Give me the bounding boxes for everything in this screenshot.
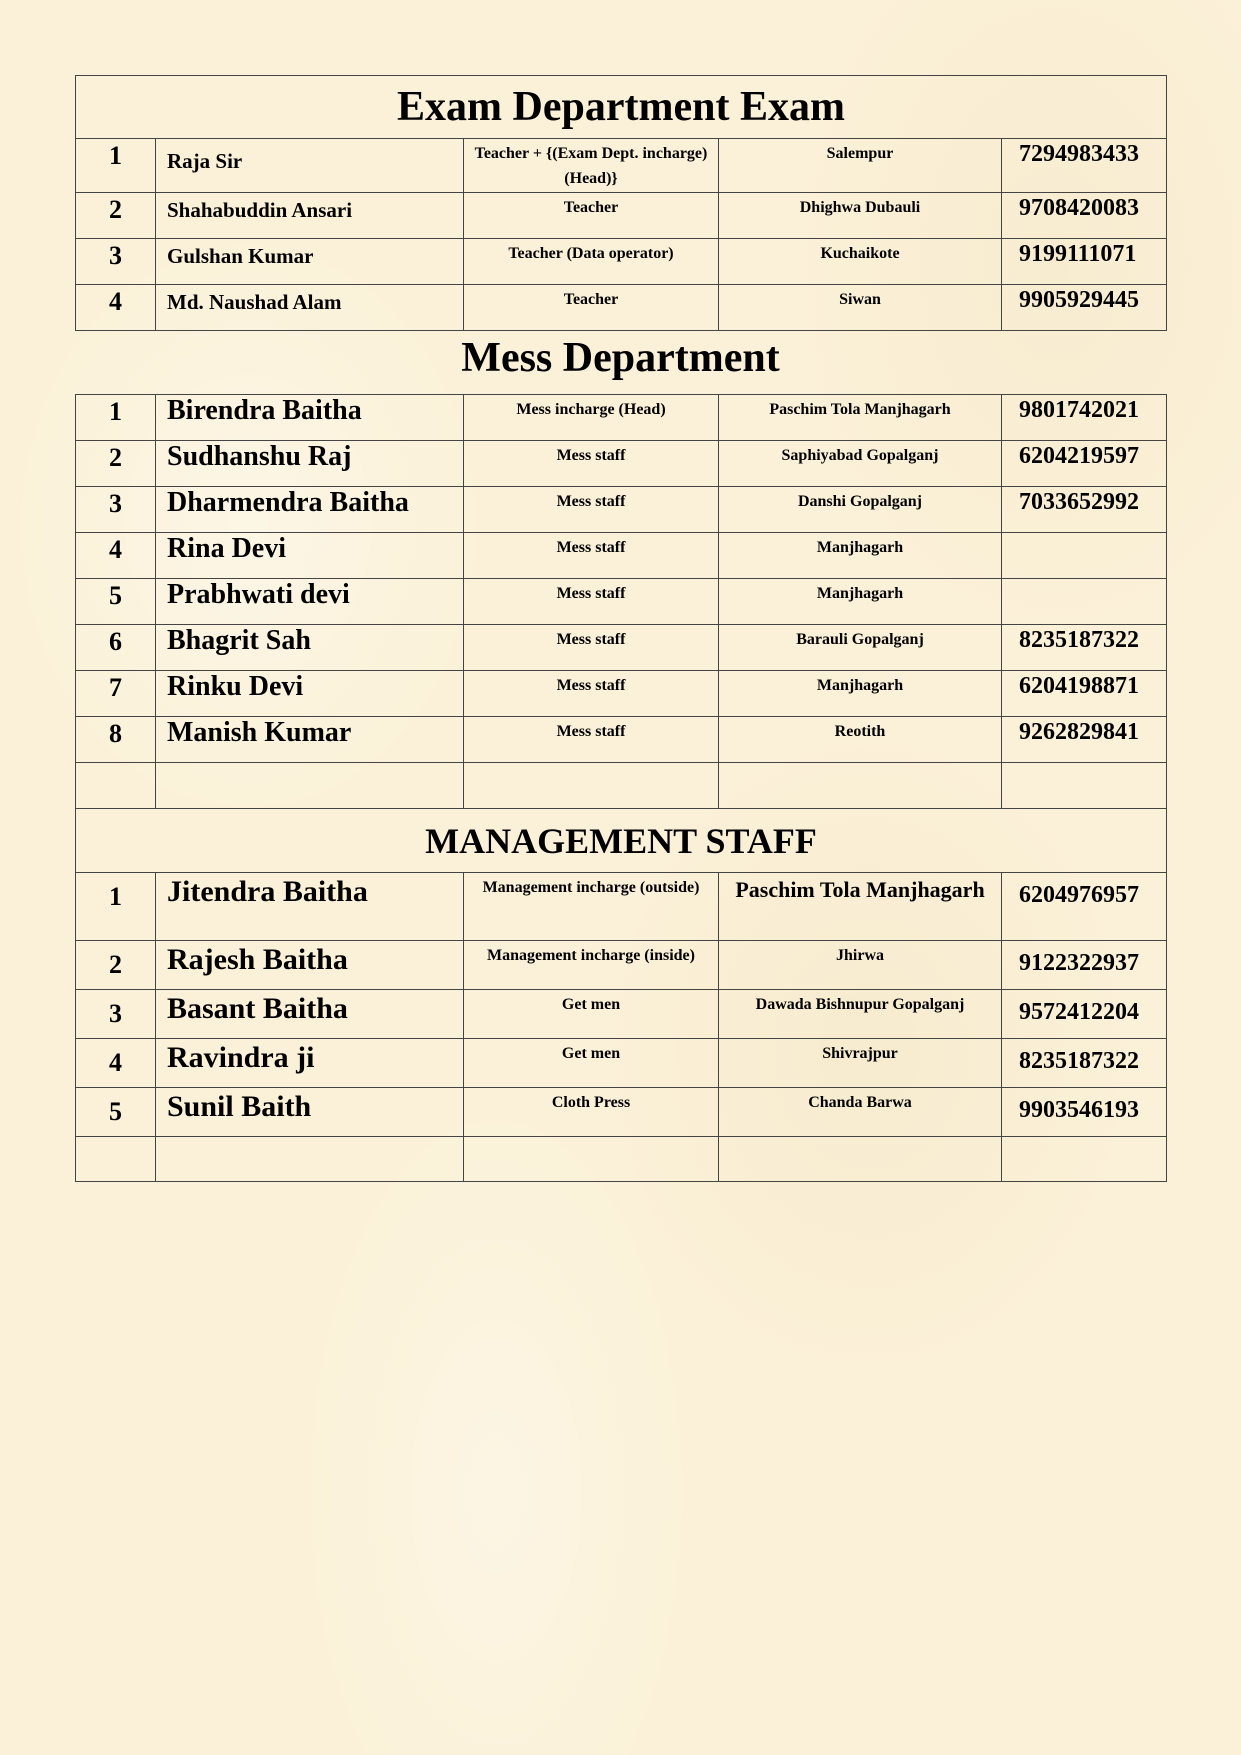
staff-name: Rinku Devi: [156, 671, 464, 717]
table-row: [76, 139, 1167, 193]
staff-name: Raja Sir: [156, 139, 464, 193]
staff-role: Cloth Press: [464, 1088, 719, 1137]
table-row: [76, 239, 1167, 285]
staff-place: Jhirwa: [719, 941, 1002, 990]
staff-role: Mess staff: [464, 625, 719, 671]
row-number: 6: [76, 625, 156, 671]
staff-place: Siwan: [719, 285, 1002, 331]
management-staff-title: MANAGEMENT STAFF: [76, 809, 1167, 873]
table-row: [76, 990, 1167, 1039]
row-number: 3: [76, 239, 156, 285]
empty-row: [76, 1137, 1167, 1182]
table-row: [76, 441, 1167, 487]
table-row: [76, 717, 1167, 763]
staff-role: Get men: [464, 1039, 719, 1088]
row-number: 2: [76, 941, 156, 990]
row-number: 4: [76, 285, 156, 331]
staff-phone: 9262829841: [1002, 717, 1167, 763]
table-row: [76, 873, 1167, 941]
staff-role: Teacher: [464, 285, 719, 331]
staff-place: Reotith: [719, 717, 1002, 763]
mess-department-title: Mess Department: [461, 335, 780, 381]
table-row: [76, 671, 1167, 717]
staff-place: Barauli Gopalganj: [719, 625, 1002, 671]
staff-role: Teacher + {(Exam Dept. incharge) (Head)}: [464, 139, 719, 193]
staff-place: Salempur: [719, 139, 1002, 193]
staff-place: Manjhagarh: [719, 671, 1002, 717]
row-number: 2: [76, 193, 156, 239]
staff-place: Dhighwa Dubauli: [719, 193, 1002, 239]
exam-department-table: [75, 75, 1167, 331]
staff-phone: 9122322937: [1002, 941, 1167, 990]
staff-place: Chanda Barwa: [719, 1088, 1002, 1137]
staff-role: Mess staff: [464, 579, 719, 625]
staff-phone: [1002, 579, 1167, 625]
staff-name: Dharmendra Baitha: [156, 487, 464, 533]
staff-name: Gulshan Kumar: [156, 239, 464, 285]
table-row: [76, 1088, 1167, 1137]
row-number: 1: [76, 139, 156, 193]
row-number: 2: [76, 441, 156, 487]
empty-row: [76, 763, 1167, 809]
row-number: 4: [76, 533, 156, 579]
table-row: [76, 285, 1167, 331]
row-number: 1: [76, 395, 156, 441]
staff-role: Teacher (Data operator): [464, 239, 719, 285]
staff-name: Md. Naushad Alam: [156, 285, 464, 331]
staff-place: Kuchaikote: [719, 239, 1002, 285]
table-row: [76, 941, 1167, 990]
staff-phone: 9903546193: [1002, 1088, 1167, 1137]
staff-phone: 7294983433: [1002, 139, 1167, 193]
staff-phone: 6204976957: [1002, 873, 1167, 941]
staff-role: Mess staff: [464, 441, 719, 487]
staff-phone: 7033652992: [1002, 487, 1167, 533]
staff-place: Manjhagarh: [719, 579, 1002, 625]
row-number: 8: [76, 717, 156, 763]
table-row: [76, 395, 1167, 441]
staff-name: Manish Kumar: [156, 717, 464, 763]
row-number: 7: [76, 671, 156, 717]
staff-place: Paschim Tola Manjhagarh: [719, 395, 1002, 441]
staff-role: Management incharge (inside): [464, 941, 719, 990]
staff-role: Mess staff: [464, 487, 719, 533]
staff-place: Dawada Bishnupur Gopalganj: [719, 990, 1002, 1039]
staff-phone: 6204198871: [1002, 671, 1167, 717]
table-row: [76, 533, 1167, 579]
staff-phone: 9708420083: [1002, 193, 1167, 239]
staff-name: Ravindra ji: [156, 1039, 464, 1088]
staff-place: Paschim Tola Manjhagarh: [719, 873, 1002, 941]
staff-phone: 9801742021: [1002, 395, 1167, 441]
staff-name: Rina Devi: [156, 533, 464, 579]
staff-name: Rajesh Baitha: [156, 941, 464, 990]
staff-role: Mess staff: [464, 533, 719, 579]
table-row: [76, 487, 1167, 533]
staff-role: Mess incharge (Head): [464, 395, 719, 441]
staff-name: Sunil Baith: [156, 1088, 464, 1137]
table-row: [76, 1039, 1167, 1088]
staff-phone: 6204219597: [1002, 441, 1167, 487]
row-number: 5: [76, 579, 156, 625]
staff-phone: [1002, 533, 1167, 579]
row-number: 3: [76, 487, 156, 533]
staff-phone: 8235187322: [1002, 625, 1167, 671]
staff-place: Danshi Gopalganj: [719, 487, 1002, 533]
staff-name: Bhagrit Sah: [156, 625, 464, 671]
row-number: 5: [76, 1088, 156, 1137]
staff-phone: 8235187322: [1002, 1039, 1167, 1088]
staff-name: Basant Baitha: [156, 990, 464, 1039]
exam-department-title: Exam Department Exam: [76, 76, 1167, 139]
staff-name: Birendra Baitha: [156, 395, 464, 441]
row-number: 1: [76, 873, 156, 941]
staff-phone: 9905929445: [1002, 285, 1167, 331]
row-number: 3: [76, 990, 156, 1039]
table-row: [76, 625, 1167, 671]
table-row: [76, 579, 1167, 625]
mess-and-management-table: [75, 394, 1167, 1182]
staff-name: Sudhanshu Raj: [156, 441, 464, 487]
staff-phone: 9199111071: [1002, 239, 1167, 285]
table-row: [76, 193, 1167, 239]
staff-name: Shahabuddin Ansari: [156, 193, 464, 239]
staff-role: Mess staff: [464, 671, 719, 717]
staff-role: Teacher: [464, 193, 719, 239]
staff-role: Management incharge (outside): [464, 873, 719, 941]
staff-role: Get men: [464, 990, 719, 1039]
staff-name: Prabhwati devi: [156, 579, 464, 625]
row-number: 4: [76, 1039, 156, 1088]
staff-name: Jitendra Baitha: [156, 873, 464, 941]
staff-phone: 9572412204: [1002, 990, 1167, 1039]
staff-place: Saphiyabad Gopalganj: [719, 441, 1002, 487]
staff-place: Shivrajpur: [719, 1039, 1002, 1088]
staff-role: Mess staff: [464, 717, 719, 763]
staff-place: Manjhagarh: [719, 533, 1002, 579]
